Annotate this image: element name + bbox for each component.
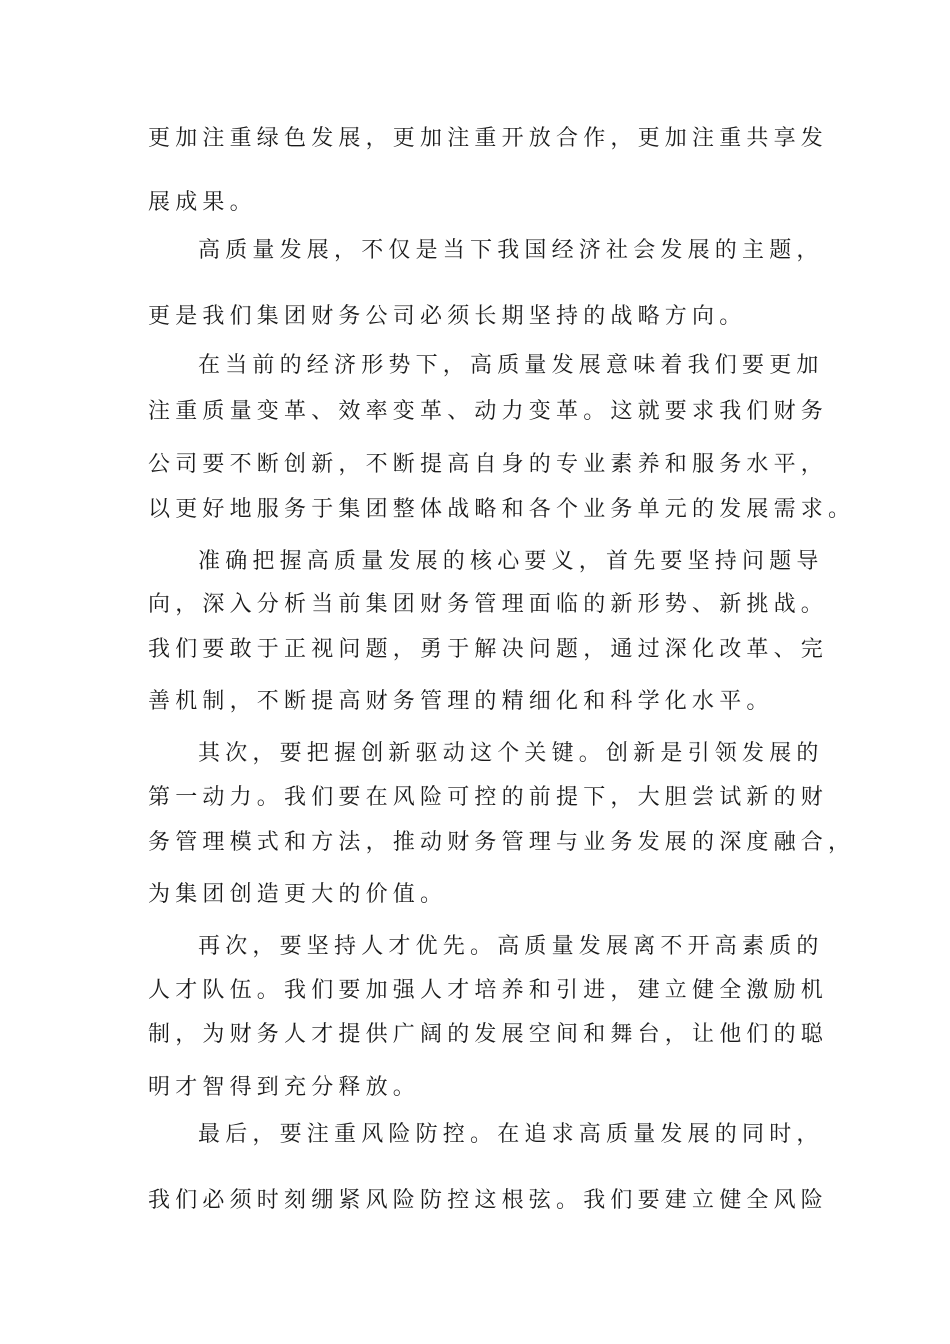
text-line: 明才智得到充分释放。 (148, 1075, 421, 1100)
text-line: 展成果。 (148, 190, 257, 215)
text-line: 注重质量变革、效率变革、动力变革。这就要求我们财务 (148, 399, 829, 424)
text-line: 为集团创造更大的价值。 (148, 882, 448, 907)
paragraph-first-line: 最后，要注重风险防控。在追求高质量发展的同时， (198, 1122, 824, 1147)
text-line: 更加注重绿色发展，更加注重开放合作，更加注重共享发 (148, 126, 829, 151)
text-line: 向，深入分析当前集团财务管理面临的新形势、新挑战。 (148, 592, 829, 617)
text-line: 人才队伍。我们要加强人才培养和引进，建立健全激励机 (148, 978, 829, 1003)
paragraph-first-line: 准确把握高质量发展的核心要义，首先要坚持问题导 (198, 549, 824, 574)
text-line: 制，为财务人才提供广阔的发展空间和舞台，让他们的聪 (148, 1022, 829, 1047)
text-line: 我们要敢于正视问题，勇于解决问题，通过深化改革、完 (148, 637, 829, 662)
text-line: 公司要不断创新，不断提高自身的专业素养和服务水平， (148, 452, 829, 477)
paragraph-first-line: 再次，要坚持人才优先。高质量发展离不开高素质的 (198, 934, 824, 959)
text-line: 更是我们集团财务公司必须长期坚持的战略方向。 (148, 304, 747, 329)
text-line: 第一动力。我们要在风险可控的前提下，大胆尝试新的财 (148, 785, 829, 810)
paragraph-first-line: 其次，要把握创新驱动这个关键。创新是引领发展的 (198, 741, 824, 766)
text-line: 善机制，不断提高财务管理的精细化和科学化水平。 (148, 689, 774, 714)
text-line: 务管理模式和方法，推动财务管理与业务发展的深度融合， (148, 830, 856, 855)
text-line: 我们必须时刻绷紧风险防控这根弦。我们要建立健全风险 (148, 1188, 829, 1213)
paragraph-first-line: 高质量发展，不仅是当下我国经济社会发展的主题， (198, 238, 824, 263)
paragraph-first-line: 在当前的经济形势下，高质量发展意味着我们要更加 (198, 353, 824, 378)
text-line: 以更好地服务于集团整体战略和各个业务单元的发展需求。 (148, 497, 856, 522)
